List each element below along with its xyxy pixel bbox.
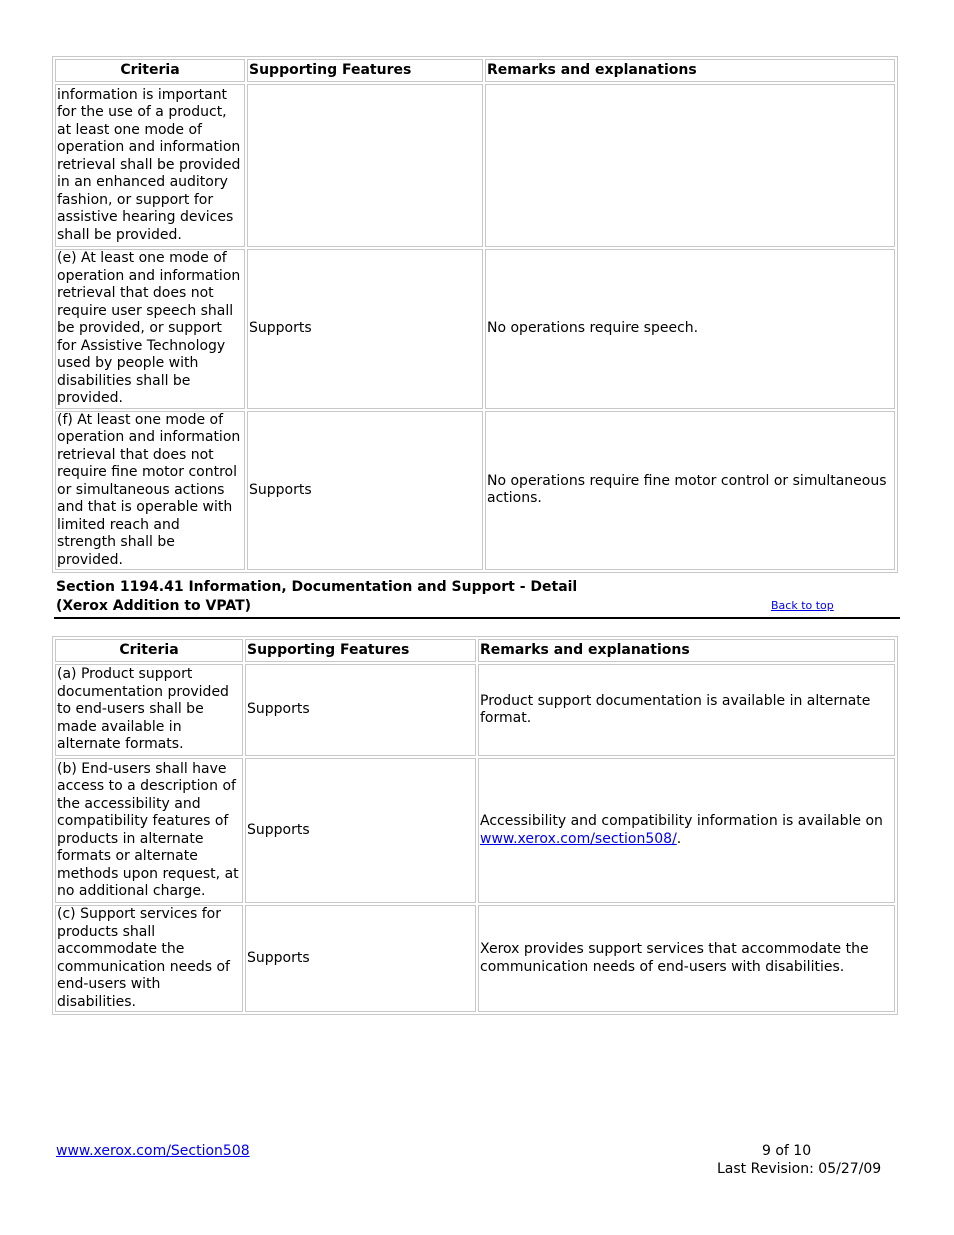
footer-section508-link[interactable]: www.xerox.com/Section508 (56, 1143, 250, 1159)
section-subtitle: (Xerox Addition to VPAT) (56, 598, 252, 614)
header-criteria: Criteria (55, 639, 243, 662)
table-row (55, 905, 895, 1012)
section-divider (54, 617, 900, 619)
remarks-cell: Product support documentation is available in alternate format. (478, 664, 895, 756)
page-number: 9 of 10 (762, 1143, 812, 1159)
header-remarks: Remarks and explanations (485, 59, 895, 82)
criteria-cell: (e) At least one mode of operation and information retrieval that does not require user speech shall be provided, or support for Assistive Technology used by people with disabilities shall be provided. (55, 249, 245, 409)
criteria-cell: (f) At least one mode of operation and information retrieval that does not require fine motor control or simultaneous actions and that is operable with limited reach and strength shall be provided. (55, 411, 245, 571)
remarks-cell: No operations require speech. (485, 249, 895, 409)
support-cell: Supports (245, 664, 476, 756)
last-revision: Last Revision: 05/27/09 (717, 1161, 882, 1177)
back-to-top-link[interactable]: Back to top (771, 599, 834, 612)
table-header-row (55, 59, 895, 82)
remarks-cell: Xerox provides support services that accommodate the communication needs of end-users with disabilities. (478, 905, 895, 1012)
table-row (55, 84, 895, 247)
table-row (55, 664, 895, 756)
remarks-cell (485, 84, 895, 247)
section-heading (56, 578, 577, 616)
support-cell: Supports (247, 411, 483, 571)
criteria-cell: (b) End-users shall have access to a description of the accessibility and compatibility features of products in alternate formats or alternate methods upon request, at no additional charge. (55, 758, 243, 903)
remarks-suffix: . (676, 830, 682, 847)
support-cell: Supports (245, 758, 476, 903)
criteria-cell: (a) Product support documentation provided to end-users shall be made available in alternate formats. (55, 664, 243, 756)
support-cell: Supports (245, 905, 476, 1012)
header-remarks: Remarks and explanations (478, 639, 895, 662)
remarks-cell: No operations require fine motor control or simultaneous actions. (485, 411, 895, 571)
table-row (55, 758, 895, 903)
remarks-cell (478, 758, 895, 903)
support-cell: Supports (247, 249, 483, 409)
remarks-text: Accessibility and compatibility information is available on (480, 813, 883, 829)
criteria-cell: (c) Support services for products shall accommodate the communication needs of end-users with disabilities. (55, 905, 243, 1012)
table-row (55, 411, 895, 571)
criteria-table-continued (52, 56, 898, 573)
information-documentation-support-table (52, 636, 898, 1015)
table-header-row (55, 639, 895, 662)
header-supporting-features: Supporting Features (247, 59, 483, 82)
criteria-cell: information is important for the use of a product, at least one mode of operation and information retrieval shall be provided in an enhanced auditory fashion, or support for assistive hearing devices shall be provided. (55, 84, 245, 247)
table-row (55, 249, 895, 409)
support-cell (247, 84, 483, 247)
header-supporting-features: Supporting Features (245, 639, 476, 662)
section508-link[interactable]: www.xerox.com/section508/ (480, 830, 677, 847)
header-criteria: Criteria (55, 59, 245, 82)
section-title: Section 1194.41 Information, Documentation and Support - Detail (56, 579, 578, 595)
